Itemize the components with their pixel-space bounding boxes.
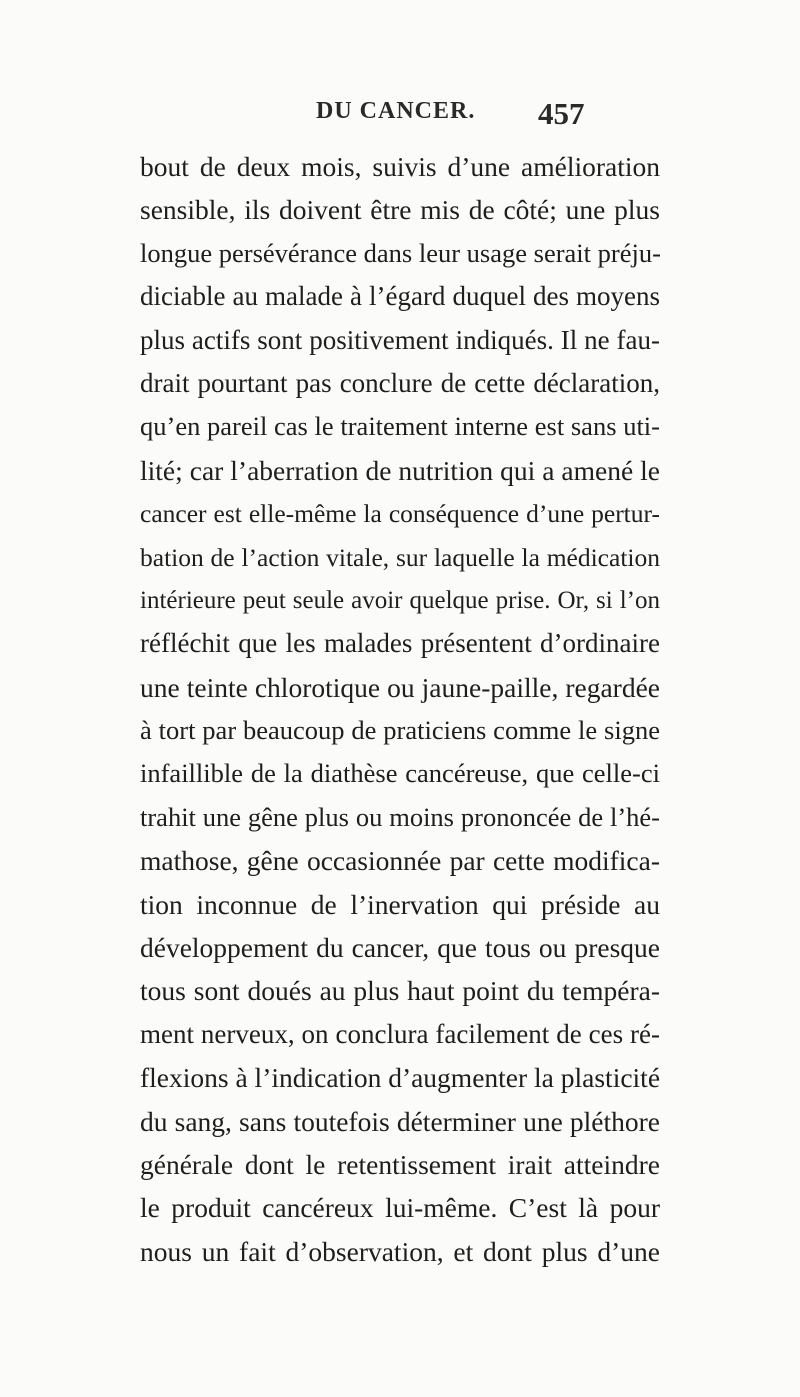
text-line: drait pourtant pas conclure de cette déclaration,	[140, 367, 660, 398]
page-number: 457	[538, 96, 585, 131]
text-line: générale dont le retentissement irait atteindre	[140, 1148, 660, 1180]
body-text	[140, 145, 660, 1273]
text-line: bation de l’action vitale, sur laquelle la médication	[140, 542, 660, 572]
text-line: flexions à l’indication d’augmenter la plasticité	[140, 1062, 661, 1094]
text-line: qu’en pareil cas le traitement interne est sans uti-	[140, 411, 660, 442]
running-head	[0, 98, 800, 138]
text-line: mathose, gêne occasionnée par cette modifica-	[140, 845, 660, 877]
text-line: bout de deux mois, suivis d’une amélioration	[140, 151, 660, 182]
text-line: une teinte chlorotique ou jaune-paille, regardée	[140, 671, 660, 703]
text-line: lité; car l’aberration de nutrition qui a amené le	[140, 454, 660, 486]
text-line: cancer est elle-même la conséquence d’une pertur-	[140, 499, 660, 529]
text-line: réfléchit que les malades présentent d’ordinaire	[140, 628, 660, 659]
text-line: développement du cancer, que tous ou presque	[140, 932, 660, 964]
text-line: trahit une gêne plus ou moins prononcée de l’hé-	[140, 801, 660, 832]
text-line: tion inconnue de l’inervation qui préside au	[140, 888, 660, 920]
text-line: longue persévérance dans leur usage serait préju-	[140, 237, 661, 268]
text-line: tous sont doués au plus haut point du tempéra-	[140, 975, 660, 1007]
text-line: à tort par beaucoup de praticiens comme le signe	[140, 715, 660, 746]
text-line: le produit cancéreux lui-même. C’est là pour	[140, 1192, 660, 1224]
text-line: nous un fait d’observation, et dont plus d’une	[140, 1235, 660, 1267]
text-line: ment nerveux, on conclura facilement de ces ré-	[140, 1018, 660, 1049]
text-line: du sang, sans toutefois déterminer une pléthore	[140, 1105, 660, 1137]
running-title: DU CANCER.	[316, 98, 476, 124]
text-line: infaillible de la diathèse cancéreuse, que celle-ci	[140, 758, 660, 789]
text-line: sensible, ils doivent être mis de côté; une plus	[140, 194, 660, 226]
text-line: plus actifs sont positivement indiqués. Il ne fau-	[140, 324, 660, 355]
text-line: intérieure peut seule avoir quelque prise. Or, si l’on	[140, 586, 660, 614]
text-line: diciable au malade à l’égard duquel des moyens	[140, 281, 660, 312]
